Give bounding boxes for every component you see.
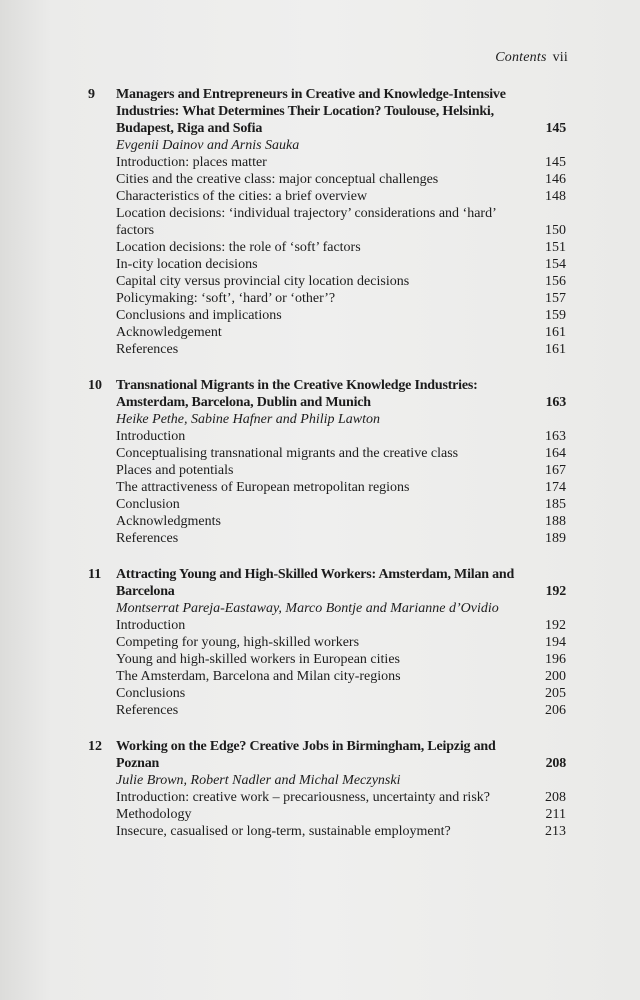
- toc-entry-page: 189: [545, 531, 566, 546]
- toc-entry-title: Capital city versus provincial city location decisions: [116, 274, 410, 289]
- toc-entry: [116, 789, 566, 806]
- toc-entry-page: 200: [545, 669, 566, 684]
- running-head: [495, 50, 568, 66]
- toc-entry: [116, 307, 566, 324]
- toc-entry-page: 192: [545, 618, 566, 633]
- chapter-title-row: [116, 377, 566, 411]
- toc-entry-title: Cities and the creative class: major conceptual challenges: [116, 172, 439, 187]
- chapter-body: [116, 566, 566, 719]
- chapter-page-number: 145: [545, 121, 566, 136]
- toc-entry-page: 208: [545, 790, 566, 805]
- toc-entry-page: 211: [545, 807, 566, 822]
- toc-entry: [116, 324, 566, 341]
- toc-entry: [116, 617, 566, 634]
- toc-entry: [116, 513, 566, 530]
- chapter-body: [116, 86, 566, 358]
- toc-entry-title: Methodology: [116, 807, 192, 822]
- toc-entry-page: 205: [545, 686, 566, 701]
- toc-entry-page: 213: [545, 824, 566, 839]
- toc-entry-title: Places and potentials: [116, 463, 234, 478]
- chapter-title: Attracting Young and High-Skilled Workers: Amsterdam, Milan and Barcelona: [116, 567, 515, 599]
- toc-entry-title: References: [116, 342, 179, 357]
- toc-entry-page: 150: [545, 223, 566, 238]
- toc-entry: [116, 496, 566, 513]
- chapter-title-row: [116, 738, 566, 772]
- toc-entry-title: Acknowledgments: [116, 514, 221, 529]
- toc-entry-title: Conclusion: [116, 497, 180, 512]
- toc-entry-title: Introduction: creative work – precariousness, uncertainty and risk?: [116, 790, 490, 805]
- toc-entry: [116, 445, 566, 462]
- toc-entry: [116, 806, 566, 823]
- toc-entry: [116, 341, 566, 358]
- chapter-body: [116, 738, 566, 840]
- chapter-page-number: 163: [545, 395, 566, 410]
- toc-entry-title: Competing for young, high-skilled workers: [116, 635, 360, 650]
- toc-entry-page: 159: [545, 308, 566, 323]
- chapter-authors: Evgenii Dainov and Arnis Sauka: [116, 138, 300, 153]
- toc-entry: [116, 205, 566, 239]
- toc-entry: [116, 290, 566, 307]
- toc-entry-page: 161: [545, 325, 566, 340]
- toc-entry-title: Characteristics of the cities: a brief overview: [116, 189, 368, 204]
- chapter-body: [116, 377, 566, 547]
- toc-entry-page: 196: [545, 652, 566, 667]
- chapter-authors: Julie Brown, Robert Nadler and Michal Meczynski: [116, 773, 401, 788]
- toc-entry-page: 164: [545, 446, 566, 461]
- table-of-contents: [88, 86, 566, 859]
- toc-entry-page: 156: [545, 274, 566, 289]
- toc-entry: [116, 634, 566, 651]
- toc-entry-title: Introduction: [116, 429, 186, 444]
- chapter-number: 9: [88, 87, 95, 102]
- toc-entry-page: 151: [545, 240, 566, 255]
- chapter-title-row: [116, 566, 566, 600]
- chapter-authors: Heike Pethe, Sabine Hafner and Philip Lawton: [116, 412, 381, 427]
- toc-entry: [116, 188, 566, 205]
- toc-entry: [116, 668, 566, 685]
- toc-entry-title: Acknowledgement: [116, 325, 222, 340]
- chapter-number: 10: [88, 378, 102, 393]
- toc-entry-title: References: [116, 703, 179, 718]
- toc-entry: [116, 428, 566, 445]
- toc-entry-title: References: [116, 531, 179, 546]
- toc-entry: [116, 530, 566, 547]
- toc-entry: [116, 462, 566, 479]
- toc-entry-page: 157: [545, 291, 566, 306]
- chapter-title: Transnational Migrants in the Creative Knowledge Industries: Amsterdam, Barcelona, Dublin and Munich: [116, 378, 478, 410]
- toc-entry-page: 174: [545, 480, 566, 495]
- toc-entry-title: The attractiveness of European metropolitan regions: [116, 480, 410, 495]
- toc-entry: [116, 154, 566, 171]
- toc-entry-page: 167: [545, 463, 566, 478]
- toc-entry: [116, 239, 566, 256]
- toc-entry-page: 146: [545, 172, 566, 187]
- toc-entry: [116, 479, 566, 496]
- toc-entry-title: Location decisions: the role of ‘soft’ factors: [116, 240, 361, 255]
- chapter-10: [88, 377, 566, 547]
- toc-entry: [116, 823, 566, 840]
- toc-entry-page: 154: [545, 257, 566, 272]
- toc-entry-page: 161: [545, 342, 566, 357]
- chapter-title: Working on the Edge? Creative Jobs in Birmingham, Leipzig and Poznan: [116, 739, 496, 771]
- toc-entry-title: Policymaking: ‘soft’, ‘hard’ or ‘other’?: [116, 291, 336, 306]
- chapter-9: [88, 86, 566, 358]
- toc-entry: [116, 685, 566, 702]
- toc-entry: [116, 273, 566, 290]
- toc-entry: [116, 256, 566, 273]
- toc-entry: [116, 651, 566, 668]
- toc-entry-page: 188: [545, 514, 566, 529]
- toc-entry-page: 206: [545, 703, 566, 718]
- chapter-number: 11: [88, 567, 102, 582]
- chapter-title: Managers and Entrepreneurs in Creative and Knowledge-Intensive Industries: What Determines Their Location? Toulouse, Helsinki, Budapest, Riga and Sofia: [116, 87, 506, 136]
- toc-entry: [116, 702, 566, 719]
- chapter-number: 12: [88, 739, 102, 754]
- toc-entry-title: Introduction: [116, 618, 186, 633]
- toc-entry-title: In-city location decisions: [116, 257, 258, 272]
- toc-entry-title: The Amsterdam, Barcelona and Milan city-regions: [116, 669, 401, 684]
- toc-entry-title: Young and high-skilled workers in European cities: [116, 652, 400, 667]
- toc-entry-title: Conceptualising transnational migrants and the creative class: [116, 446, 459, 461]
- toc-entry-title: Introduction: places matter: [116, 155, 267, 170]
- page-folio: vii: [552, 50, 568, 65]
- toc-entry-page: 194: [545, 635, 566, 650]
- toc-entry-page: 185: [545, 497, 566, 512]
- chapter-11: [88, 566, 566, 719]
- toc-entry-title: Conclusions: [116, 686, 186, 701]
- toc-entry-page: 148: [545, 189, 566, 204]
- toc-entry-title: Insecure, casualised or long-term, sustainable employment?: [116, 824, 451, 839]
- chapter-12: [88, 738, 566, 840]
- chapter-page-number: 192: [545, 584, 566, 599]
- toc-entry-page: 163: [545, 429, 566, 444]
- toc-entry-page: 145: [545, 155, 566, 170]
- chapter-authors: Montserrat Pareja-Eastaway, Marco Bontje and Marianne d’Ovidio: [116, 601, 499, 616]
- chapter-title-row: [116, 86, 566, 137]
- running-head-label: Contents: [495, 50, 547, 65]
- toc-entry: [116, 171, 566, 188]
- toc-entry-title: Conclusions and implications: [116, 308, 282, 323]
- toc-entry-title: Location decisions: ‘individual trajectory’ considerations and ‘hard’ factors: [116, 206, 496, 238]
- chapter-page-number: 208: [545, 756, 566, 771]
